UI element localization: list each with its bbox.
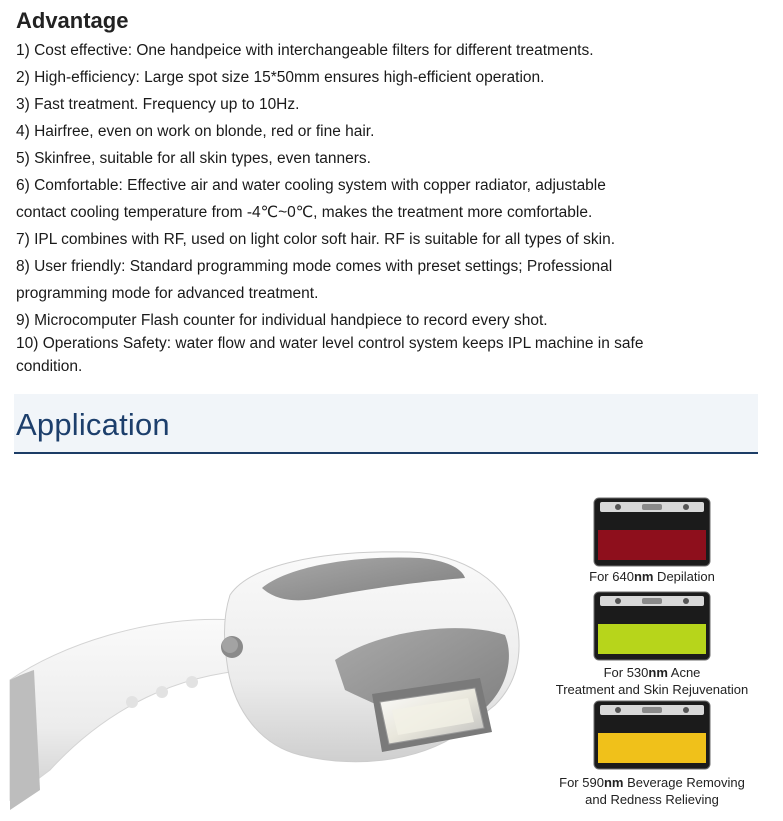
advantage-line-6-cont: contact cooling temperature from -4℃~0℃, makes the treatment more comfortable. — [16, 204, 593, 221]
filter-530nm-caption — [540, 664, 764, 698]
filter-640nm-caption-post: Depilation — [653, 569, 715, 584]
filter-530nm-caption-pre: For 530 — [603, 665, 649, 680]
application-title: Application — [16, 407, 170, 442]
filter-590nm-caption-line2: and Redness Relieving — [585, 792, 719, 807]
filter-590nm-caption-post: Beverage Removing — [623, 775, 745, 790]
filter-590nm-caption — [540, 774, 764, 808]
advantage-line-5: 5) Skinfree, suitable for all skin types, even tanners. — [16, 150, 371, 167]
filter-530nm-image — [592, 590, 712, 662]
advantage-line-8: 8) User friendly: Standard programming mode comes with preset settings; Professional — [16, 258, 613, 275]
filter-590nm-swatch — [598, 733, 706, 763]
filter-530nm-caption-post: Acne — [667, 665, 701, 680]
ipl-handpiece-image — [0, 470, 540, 821]
advantage-line-9: 9) Microcomputer Flash counter for individual handpiece to record every shot. — [16, 312, 548, 329]
filter-590nm-unit: nm — [603, 775, 624, 790]
advantage-line-4: 4) Hairfree, even on work on blonde, red or fine hair. — [16, 123, 375, 140]
advantage-line-10-cont: condition. — [16, 358, 83, 375]
filter-640nm-caption-pre: For 640 — [589, 569, 634, 584]
advantage-line-2: 2) High-efficiency: Large spot size 15*50mm ensures high-efficient operation. — [16, 69, 545, 86]
advantage-line-1: 1) Cost effective: One handpeice with interchangeable filters for different treatments. — [16, 42, 594, 59]
advantage-line-7: 7) IPL combines with RF, used on light color soft hair. RF is suitable for all types of skin. — [16, 231, 616, 248]
filter-530nm-swatch — [598, 624, 706, 654]
filter-640nm-caption — [576, 568, 728, 585]
filter-590nm-caption-pre: For 590 — [559, 775, 604, 790]
advantage-line-3: 3) Fast treatment. Frequency up to 10Hz. — [16, 96, 300, 113]
filter-590nm-image — [592, 699, 712, 771]
advantage-list — [16, 40, 768, 379]
advantage-line-8-cont: programming mode for advanced treatment. — [16, 285, 319, 302]
filter-640nm-unit: nm — [633, 569, 654, 584]
filter-530nm-caption-line2: Treatment and Skin Rejuvenation — [555, 682, 749, 697]
advantage-line-6: 6) Comfortable: Effective air and water cooling system with copper radiator, adjustable — [16, 177, 606, 194]
application-banner — [14, 394, 758, 454]
filter-640nm-image — [592, 496, 712, 568]
filter-530nm-unit: nm — [648, 665, 668, 680]
filter-640nm-swatch — [598, 530, 706, 560]
advantage-title: Advantage — [16, 8, 129, 33]
advantage-line-10: 10) Operations Safety: water flow and water level control system keeps IPL machine in safe — [16, 335, 644, 352]
